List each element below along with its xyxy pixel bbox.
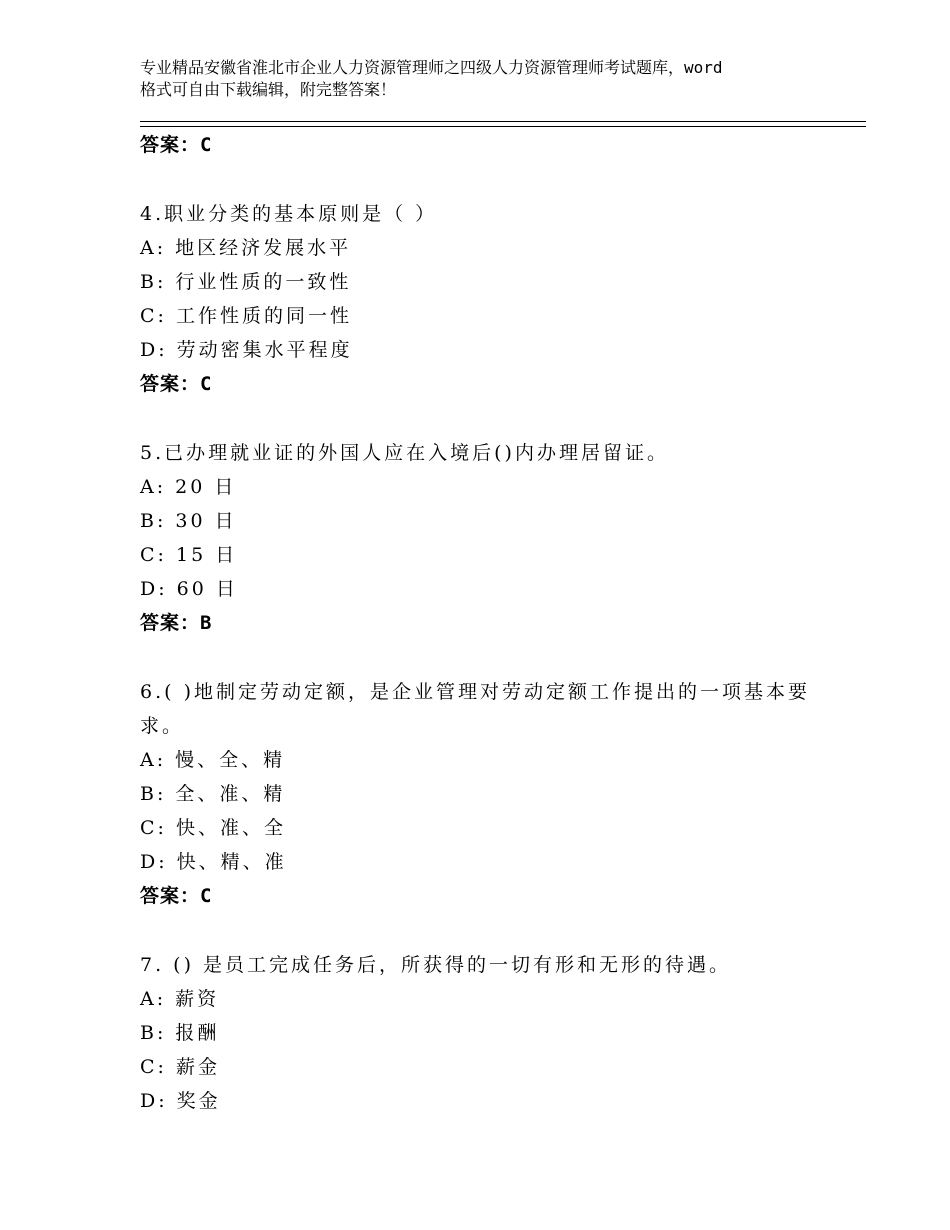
header-divider-thick <box>140 121 866 122</box>
header-divider-thin <box>140 126 866 127</box>
question-4-option-d: D: 劳动密集水平程度 <box>140 339 353 361</box>
question-5-option-c: C: 15 日 <box>140 544 238 566</box>
question-5-option-d: D: 60 日 <box>140 578 238 600</box>
answer-q4: 答案：C <box>140 373 213 395</box>
answer-q6: 答案：C <box>140 885 213 907</box>
question-6-option-c: C: 快、准、全 <box>140 817 286 839</box>
question-4-option-b: B: 行业性质的一致性 <box>140 271 352 293</box>
question-4-option-a: A: 地区经济发展水平 <box>140 237 352 259</box>
header-line-1: 专业精品安徽省淮北市企业人力资源管理师之四级人力资源管理师考试题库，word <box>140 58 723 77</box>
question-7-text: 7. () 是员工完成任务后，所获得的一切有形和无形的待遇。 <box>140 954 732 976</box>
question-4-text: 4.职业分类的基本原则是（ ） <box>140 203 438 225</box>
question-7-option-d: D: 奖金 <box>140 1090 221 1112</box>
question-5-text: 5.已办理就业证的外国人应在入境后()内办理居留证。 <box>140 442 669 464</box>
question-5-option-b: B: 30 日 <box>140 510 237 532</box>
question-6-text-line-2: 求。 <box>140 715 185 737</box>
question-6-option-b: B: 全、准、精 <box>140 783 286 805</box>
question-6-option-d: D: 快、精、准 <box>140 851 287 873</box>
question-6-option-a: A: 慢、全、精 <box>140 749 286 771</box>
document-header <box>140 57 840 101</box>
question-7-option-c: C: 薪金 <box>140 1056 220 1078</box>
question-7-option-a: A: 薪资 <box>140 988 220 1010</box>
header-line-2: 格式可自由下载编辑，附完整答案！ <box>140 80 397 99</box>
question-7-option-b: B: 报酬 <box>140 1022 220 1044</box>
question-5-option-a: A: 20 日 <box>140 476 237 498</box>
question-4-option-c: C: 工作性质的同一性 <box>140 305 352 327</box>
question-6-text-line-1: 6.( )地制定劳动定额，是企业管理对劳动定额工作提出的一项基本要 <box>140 681 810 703</box>
answer-q3: 答案：C <box>140 134 213 156</box>
answer-q5: 答案：B <box>140 612 213 634</box>
